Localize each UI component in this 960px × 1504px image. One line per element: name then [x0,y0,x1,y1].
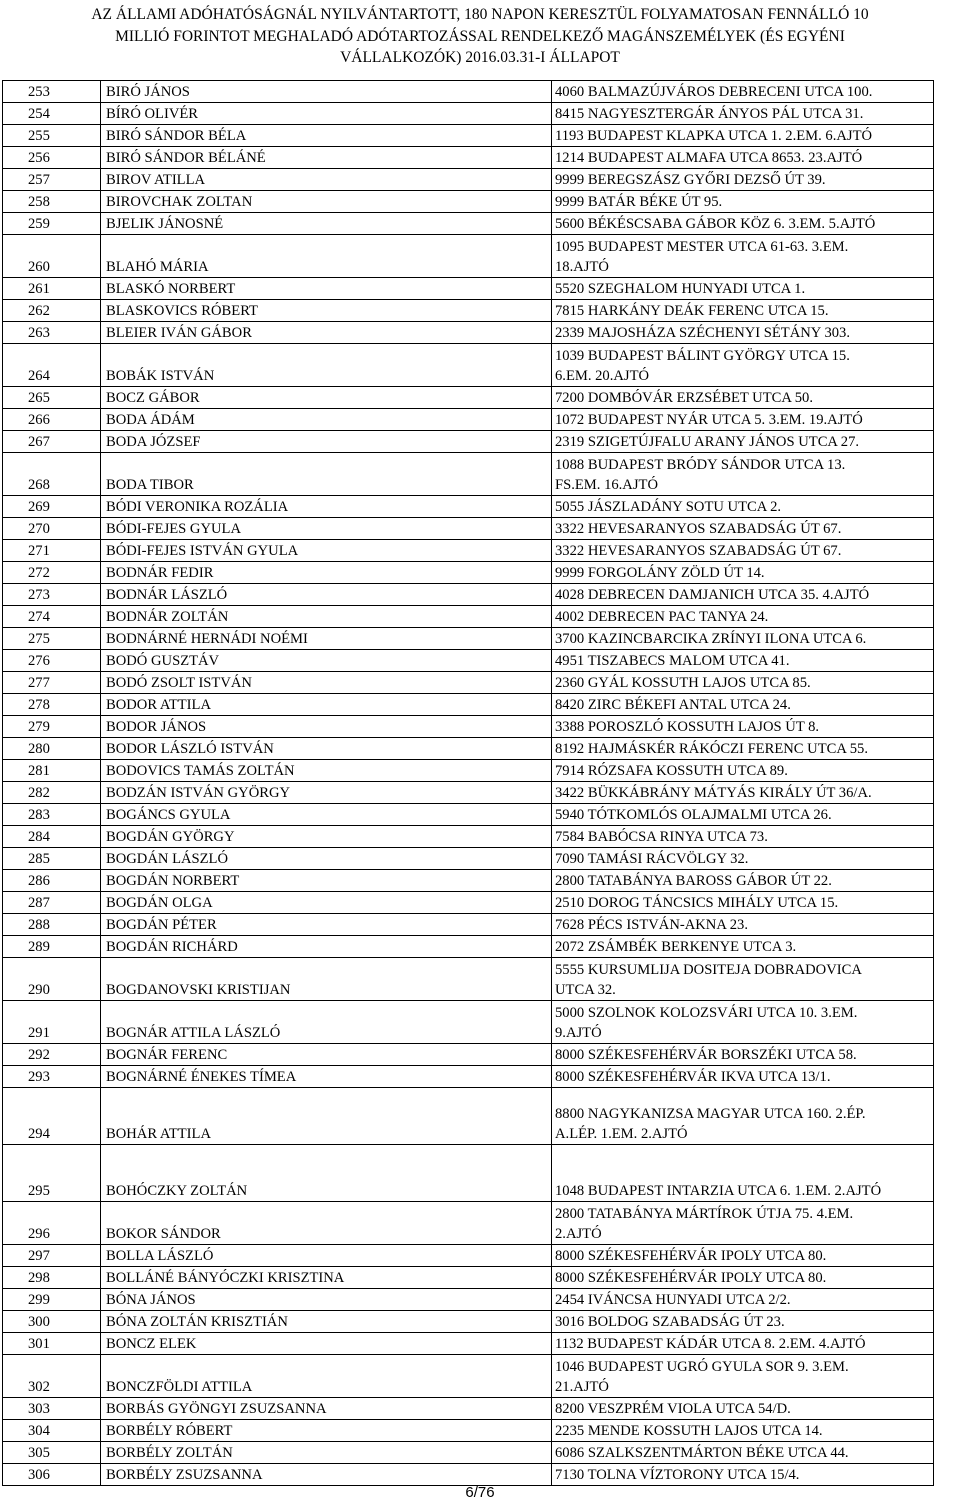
row-number: 275 [3,628,101,650]
taxpayer-address [552,1001,934,1044]
address-line: 9999 FORGOLÁNY ZÖLD ÚT 14. [555,565,765,581]
row-number: 285 [3,848,101,870]
taxpayer-name: BORBÉLY RÓBERT [101,1420,552,1442]
page-number: 6/76 [465,1484,495,1501]
row-number: 272 [3,562,101,584]
table-row [3,540,934,562]
taxpayer-address [552,914,934,936]
address-line: 8200 VESZPRÉM VIOLA UTCA 54/D. [555,1401,791,1417]
row-number: 267 [3,431,101,453]
row-number: 277 [3,672,101,694]
table-row [3,431,934,453]
taxpayer-name: BLASKÓ NORBERT [101,278,552,300]
row-number: 298 [3,1267,101,1289]
taxpayer-name: BIRÓ JÁNOS [101,81,552,103]
row-number: 259 [3,213,101,235]
table-row [3,958,934,1001]
taxpayer-name: BODÓ ZSOLT ISTVÁN [101,672,552,694]
taxpayer-address [552,147,934,169]
row-number: 262 [3,300,101,322]
taxpayer-name: BOGNÁRNÉ ÉNEKES TÍMEA [101,1066,552,1088]
taxpayer-name: BIRÓ SÁNDOR BÉLÁNÉ [101,147,552,169]
taxpayer-name: BIROVCHAK ZOLTAN [101,191,552,213]
taxpayer-address [552,453,934,496]
row-number: 296 [3,1202,101,1245]
taxpayer-name: BOHÓCZKY ZOLTÁN [101,1145,552,1202]
address-line: 8420 ZIRC BÉKEFI ANTAL UTCA 24. [555,697,791,713]
row-number: 302 [3,1355,101,1398]
table-row [3,1333,934,1355]
taxpayer-address [552,1267,934,1289]
taxpayer-name: BODOR LÁSZLÓ ISTVÁN [101,738,552,760]
address-line: 2.AJTÓ [555,1226,602,1242]
taxpayer-address [552,235,934,278]
address-line: 2339 MAJOSHÁZA SZÉCHENYI SÉTÁNY 303. [555,325,850,341]
table-row [3,694,934,716]
address-line: 1046 BUDAPEST UGRÓ GYULA SOR 9. 3.EM. [555,1359,849,1375]
row-number: 256 [3,147,101,169]
taxpayer-name: BLAHÓ MÁRIA [101,235,552,278]
taxpayer-address [552,300,934,322]
taxpayer-name: BOGNÁR FERENC [101,1044,552,1066]
table-row [3,518,934,540]
table-row [3,804,934,826]
taxpayer-address [552,650,934,672]
table-row [3,1442,934,1464]
taxpayer-address [552,870,934,892]
taxpayer-address [552,1398,934,1420]
taxpayer-address [552,409,934,431]
address-line: 6.EM. 20.AJTÓ [555,368,650,384]
table-row [3,1420,934,1442]
taxpayer-address [552,1245,934,1267]
table-row [3,1311,934,1333]
row-number: 261 [3,278,101,300]
taxpayer-name: BÓDI-FEJES GYULA [101,518,552,540]
address-line: 2800 TATABÁNYA MÁRTÍROK ÚTJA 75. 4.EM. [555,1206,854,1222]
address-line: 2235 MENDE KOSSUTH LAJOS UTCA 14. [555,1423,823,1439]
row-number: 282 [3,782,101,804]
row-number: 266 [3,409,101,431]
taxpayer-address [552,584,934,606]
taxpayer-name: BIRÓ SÁNDOR BÉLA [101,125,552,147]
row-number: 253 [3,81,101,103]
address-line: 7090 TAMÁSI RÁCVÖLGY 32. [555,851,749,867]
address-line: FS.EM. 16.AJTÓ [555,477,658,493]
row-number: 264 [3,344,101,387]
address-line: 1072 BUDAPEST NYÁR UTCA 5. 3.EM. 19.AJTÓ [555,412,863,428]
taxpayer-address [552,782,934,804]
taxpayer-address [552,936,934,958]
row-number: 283 [3,804,101,826]
taxpayer-name: BODOVICS TAMÁS ZOLTÁN [101,760,552,782]
address-line: 2072 ZSÁMBÉK BERKENYE UTCA 3. [555,939,797,955]
row-number: 295 [3,1145,101,1202]
taxpayer-address [552,760,934,782]
row-number: 288 [3,914,101,936]
address-line: 1095 BUDAPEST MESTER UTCA 61-63. 3.EM. [555,239,849,255]
address-line: 1088 BUDAPEST BRÓDY SÁNDOR UTCA 13. [555,457,846,473]
row-number: 291 [3,1001,101,1044]
taxpayer-address [552,103,934,125]
taxpayer-address [552,1066,934,1088]
address-line: 8000 SZÉKESFEHÉRVÁR BORSZÉKI UTCA 58. [555,1047,857,1063]
row-number: 276 [3,650,101,672]
row-number: 271 [3,540,101,562]
row-number: 289 [3,936,101,958]
taxpayer-address [552,1464,934,1486]
row-number: 293 [3,1066,101,1088]
taxpayer-name: BOGDÁN LÁSZLÓ [101,848,552,870]
taxpayer-address [552,892,934,914]
row-number: 303 [3,1398,101,1420]
table-row [3,235,934,278]
taxpayer-address [552,278,934,300]
taxpayer-name: BOLLA LÁSZLÓ [101,1245,552,1267]
address-line: 9999 BEREGSZÁSZ GYŐRI DEZSŐ ÚT 39. [555,172,826,188]
taxpayer-name: BODNÁR LÁSZLÓ [101,584,552,606]
address-line: 1214 BUDAPEST ALMAFA UTCA 8653. 23.AJTÓ [555,150,863,166]
row-number: 305 [3,1442,101,1464]
table-row [3,606,934,628]
taxpayer-address [552,606,934,628]
taxpayer-address [552,848,934,870]
taxpayer-name: BODNÁR FEDIR [101,562,552,584]
row-number: 278 [3,694,101,716]
taxpayer-name: BONCZFÖLDI ATTILA [101,1355,552,1398]
table-row [3,716,934,738]
row-number: 299 [3,1289,101,1311]
address-line: 2360 GYÁL KOSSUTH LAJOS UTCA 85. [555,675,811,691]
table-row [3,1398,934,1420]
taxpayer-address [552,1088,934,1145]
address-line: 5055 JÁSZLADÁNY SOTU UTCA 2. [555,499,782,515]
header-line-3: VÁLLALKOZÓK) 2016.03.31-I ÁLLAPOT [340,49,620,66]
table-row [3,870,934,892]
address-line: 9.AJTÓ [555,1025,602,1041]
row-number: 265 [3,387,101,409]
address-line: A.LÉP. 1.EM. 2.AJTÓ [555,1126,688,1142]
taxpayer-address [552,1145,934,1202]
row-number: 255 [3,125,101,147]
address-line: 2800 TATABÁNYA BAROSS GÁBOR ÚT 22. [555,873,832,889]
taxpayer-name: BOGDÁN GYÖRGY [101,826,552,848]
taxpayer-address [552,387,934,409]
row-number: 257 [3,169,101,191]
table-row [3,169,934,191]
row-number: 270 [3,518,101,540]
row-number: 268 [3,453,101,496]
address-line: 7584 BABÓCSA RINYA UTCA 73. [555,829,768,845]
address-line: 2510 DOROG TÁNCSICS MIHÁLY UTCA 15. [555,895,839,911]
taxpayer-address [552,1333,934,1355]
table-row [3,584,934,606]
table-row [3,628,934,650]
taxpayer-name: BOGÁNCS GYULA [101,804,552,826]
taxpayer-name: BÓNA JÁNOS [101,1289,552,1311]
table-row [3,848,934,870]
address-line: 8192 HAJMÁSKÉR RÁKÓCZI FERENC UTCA 55. [555,741,868,757]
taxpayer-address [552,628,934,650]
table-row [3,1044,934,1066]
taxpayer-address [552,716,934,738]
table-row [3,1464,934,1486]
row-number: 287 [3,892,101,914]
table-row [3,278,934,300]
taxpayer-address [552,344,934,387]
table-row [3,1088,934,1145]
taxpayer-address [552,1442,934,1464]
address-line: 5555 KURSUMLIJA DOSITEJA DOBRADOVICA [555,962,862,978]
address-line: 3016 BOLDOG SZABADSÁG ÚT 23. [555,1314,785,1330]
row-number: 281 [3,760,101,782]
table-row [3,322,934,344]
taxpayer-name: BOGDÁN PÉTER [101,914,552,936]
address-line: 18.AJTÓ [555,259,609,275]
taxpayer-name: BODA TIBOR [101,453,552,496]
table-row [3,738,934,760]
table-row [3,1066,934,1088]
taxpayer-name: BOHÁR ATTILA [101,1088,552,1145]
table-row [3,1289,934,1311]
taxpayer-address [552,1289,934,1311]
document-header [0,4,960,69]
taxpayer-name: BÓDI VERONIKA ROZÁLIA [101,496,552,518]
header-line-1: AZ ÁLLAMI ADÓHATÓSÁGNÁL NYILVÁNTARTOTT, 180 NAPON KERESZTÜL FOLYAMATOSAN FENNÁLLÓ 10 [91,6,869,23]
taxpayer-address [552,1044,934,1066]
row-number: 254 [3,103,101,125]
table-row [3,650,934,672]
address-line: 5600 BÉKÉSCSABA GÁBOR KÖZ 6. 3.EM. 5.AJTÓ [555,216,876,232]
taxpayer-name: BORBÉLY ZOLTÁN [101,1442,552,1464]
taxpayer-address [552,431,934,453]
table-row [3,1267,934,1289]
address-line: 7628 PÉCS ISTVÁN-AKNA 23. [555,917,748,933]
taxpayer-name: BOKOR SÁNDOR [101,1202,552,1245]
row-number: 273 [3,584,101,606]
taxpayer-address [552,213,934,235]
table-row [3,125,934,147]
address-line: 1039 BUDAPEST BÁLINT GYÖRGY UTCA 15. [555,348,850,364]
taxpayer-address [552,738,934,760]
taxpayer-address [552,672,934,694]
table-row [3,496,934,518]
table-row [3,213,934,235]
taxpayer-name: BÍRÓ OLIVÉR [101,103,552,125]
row-number: 292 [3,1044,101,1066]
address-line: 8000 SZÉKESFEHÉRVÁR IKVA UTCA 13/1. [555,1069,831,1085]
address-line: 1193 BUDAPEST KLAPKA UTCA 1. 2.EM. 6.AJTÓ [555,128,873,144]
taxpayer-address [552,496,934,518]
taxpayer-name: BODZÁN ISTVÁN GYÖRGY [101,782,552,804]
address-line: 4028 DEBRECEN DAMJANICH UTCA 35. 4.AJTÓ [555,587,870,603]
row-number: 297 [3,1245,101,1267]
row-number: 300 [3,1311,101,1333]
taxpayer-address [552,1311,934,1333]
table-row [3,344,934,387]
table-row [3,1202,934,1245]
taxpayer-address [552,826,934,848]
address-line: 7914 RÓZSAFA KOSSUTH UTCA 89. [555,763,788,779]
address-line: 8415 NAGYESZTERGÁR ÁNYOS PÁL UTCA 31. [555,106,864,122]
table-row [3,81,934,103]
taxpayer-name: BOGDÁN NORBERT [101,870,552,892]
taxpayer-address [552,1202,934,1245]
address-line: 1132 BUDAPEST KÁDÁR UTCA 8. 2.EM. 4.AJTÓ [555,1336,866,1352]
table-row [3,147,934,169]
address-line: 7815 HARKÁNY DEÁK FERENC UTCA 15. [555,303,829,319]
table-row [3,782,934,804]
address-line: 4002 DEBRECEN PAC TANYA 24. [555,609,769,625]
taxpayer-name: BOGDÁN RICHÁRD [101,936,552,958]
taxpayer-name: BIROV ATILLA [101,169,552,191]
row-number: 286 [3,870,101,892]
taxpayer-address [552,518,934,540]
table-row [3,826,934,848]
address-line: 8800 NAGYKANIZSA MAGYAR UTCA 160. 2.ÉP. [555,1106,866,1122]
table-row [3,453,934,496]
address-line: 2454 IVÁNCSA HUNYADI UTCA 2/2. [555,1292,791,1308]
address-line: 1048 BUDAPEST INTARZIA UTCA 6. 1.EM. 2.AJTÓ [555,1183,882,1199]
taxpayer-name: BÓDI-FEJES ISTVÁN GYULA [101,540,552,562]
taxpayer-name: BOCZ GÁBOR [101,387,552,409]
taxpayer-name: BONCZ ELEK [101,1333,552,1355]
taxpayer-name: BODÓ GUSZTÁV [101,650,552,672]
table-row [3,1145,934,1202]
address-line: 3700 KAZINCBARCIKA ZRÍNYI ILONA UTCA 6. [555,631,867,647]
taxpayer-name: BLASKOVICS RÓBERT [101,300,552,322]
row-number: 269 [3,496,101,518]
taxpayer-name: BLEIER IVÁN GÁBOR [101,322,552,344]
taxpayer-name: BODOR ATTILA [101,694,552,716]
table-row [3,103,934,125]
table-row [3,936,934,958]
table-row [3,760,934,782]
table-row [3,300,934,322]
taxpayer-address [552,694,934,716]
taxpayer-address [552,169,934,191]
address-line: 3322 HEVESARANYOS SZABADSÁG ÚT 67. [555,543,842,559]
taxpayer-name: BOGDANOVSKI KRISTIJAN [101,958,552,1001]
table-row [3,409,934,431]
taxpayer-name: BODA JÓZSEF [101,431,552,453]
table-row [3,387,934,409]
row-number: 294 [3,1088,101,1145]
address-line: 5520 SZEGHALOM HUNYADI UTCA 1. [555,281,806,297]
taxpayer-name: BOLLÁNÉ BÁNYÓCZKI KRISZTINA [101,1267,552,1289]
address-line: 3422 BÜKKÁBRÁNY MÁTYÁS KIRÁLY ÚT 36/A. [555,785,872,801]
taxpayer-address [552,540,934,562]
row-number: 279 [3,716,101,738]
taxpayer-name: BORBÉLY ZSUZSANNA [101,1464,552,1486]
row-number: 260 [3,235,101,278]
taxpayer-name: BORBÁS GYÖNGYI ZSUZSANNA [101,1398,552,1420]
address-line: 7130 TOLNA VÍZTORONY UTCA 15/4. [555,1467,800,1483]
table-row [3,191,934,213]
table-row [3,914,934,936]
address-line: 21.AJTÓ [555,1379,609,1395]
taxpayer-name: BODA ÁDÁM [101,409,552,431]
address-line: 4951 TISZABECS MALOM UTCA 41. [555,653,790,669]
taxpayer-address [552,958,934,1001]
address-line: UTCA 32. [555,982,616,998]
table-row [3,1355,934,1398]
row-number: 290 [3,958,101,1001]
row-number: 304 [3,1420,101,1442]
table-row [3,1001,934,1044]
header-line-2: MILLIÓ FORINTOT MEGHALADÓ ADÓTARTOZÁSSAL RENDELKEZŐ MAGÁNSZEMÉLYEK (ÉS EGYÉNI [115,27,845,45]
row-number: 306 [3,1464,101,1486]
row-number: 258 [3,191,101,213]
taxpayer-name: BODNÁRNÉ HERNÁDI NOÉMI [101,628,552,650]
address-line: 8000 SZÉKESFEHÉRVÁR IPOLY UTCA 80. [555,1248,827,1264]
taxpayer-name: BOGNÁR ATTILA LÁSZLÓ [101,1001,552,1044]
address-line: 3388 POROSZLÓ KOSSUTH LAJOS ÚT 8. [555,719,820,735]
row-number: 263 [3,322,101,344]
taxpayer-table [2,80,934,1486]
taxpayer-address [552,1420,934,1442]
address-line: 7200 DOMBÓVÁR ERZSÉBET UTCA 50. [555,390,813,406]
taxpayer-name: BOGDÁN OLGA [101,892,552,914]
table-row [3,562,934,584]
address-line: 6086 SZALKSZENTMÁRTON BÉKE UTCA 44. [555,1445,849,1461]
address-line: 4060 BALMAZÚJVÁROS DEBRECENI UTCA 100. [555,84,873,100]
taxpayer-name: BJELIK JÁNOSNÉ [101,213,552,235]
address-line: 3322 HEVESARANYOS SZABADSÁG ÚT 67. [555,521,842,537]
address-line: 5940 TÓTKOMLÓS OLAJMALMI UTCA 26. [555,807,832,823]
taxpayer-address [552,322,934,344]
taxpayer-address [552,125,934,147]
taxpayer-address [552,562,934,584]
row-number: 280 [3,738,101,760]
taxpayer-name: BODOR JÁNOS [101,716,552,738]
address-line: 2319 SZIGETÚJFALU ARANY JÁNOS UTCA 27. [555,434,860,450]
address-line: 9999 BATÁR BÉKE ÚT 95. [555,194,723,210]
taxpayer-name: BODNÁR ZOLTÁN [101,606,552,628]
table-row [3,1245,934,1267]
table-row [3,892,934,914]
address-line: 8000 SZÉKESFEHÉRVÁR IPOLY UTCA 80. [555,1270,827,1286]
taxpayer-address [552,804,934,826]
taxpayer-address [552,191,934,213]
address-line: 5000 SZOLNOK KOLOZSVÁRI UTCA 10. 3.EM. [555,1005,858,1021]
row-number: 284 [3,826,101,848]
row-number: 274 [3,606,101,628]
taxpayer-address [552,81,934,103]
table-row [3,672,934,694]
taxpayer-address [552,1355,934,1398]
taxpayer-table-body [3,81,934,1486]
taxpayer-name: BÓNA ZOLTÁN KRISZTIÁN [101,1311,552,1333]
taxpayer-name: BOBÁK ISTVÁN [101,344,552,387]
row-number: 301 [3,1333,101,1355]
